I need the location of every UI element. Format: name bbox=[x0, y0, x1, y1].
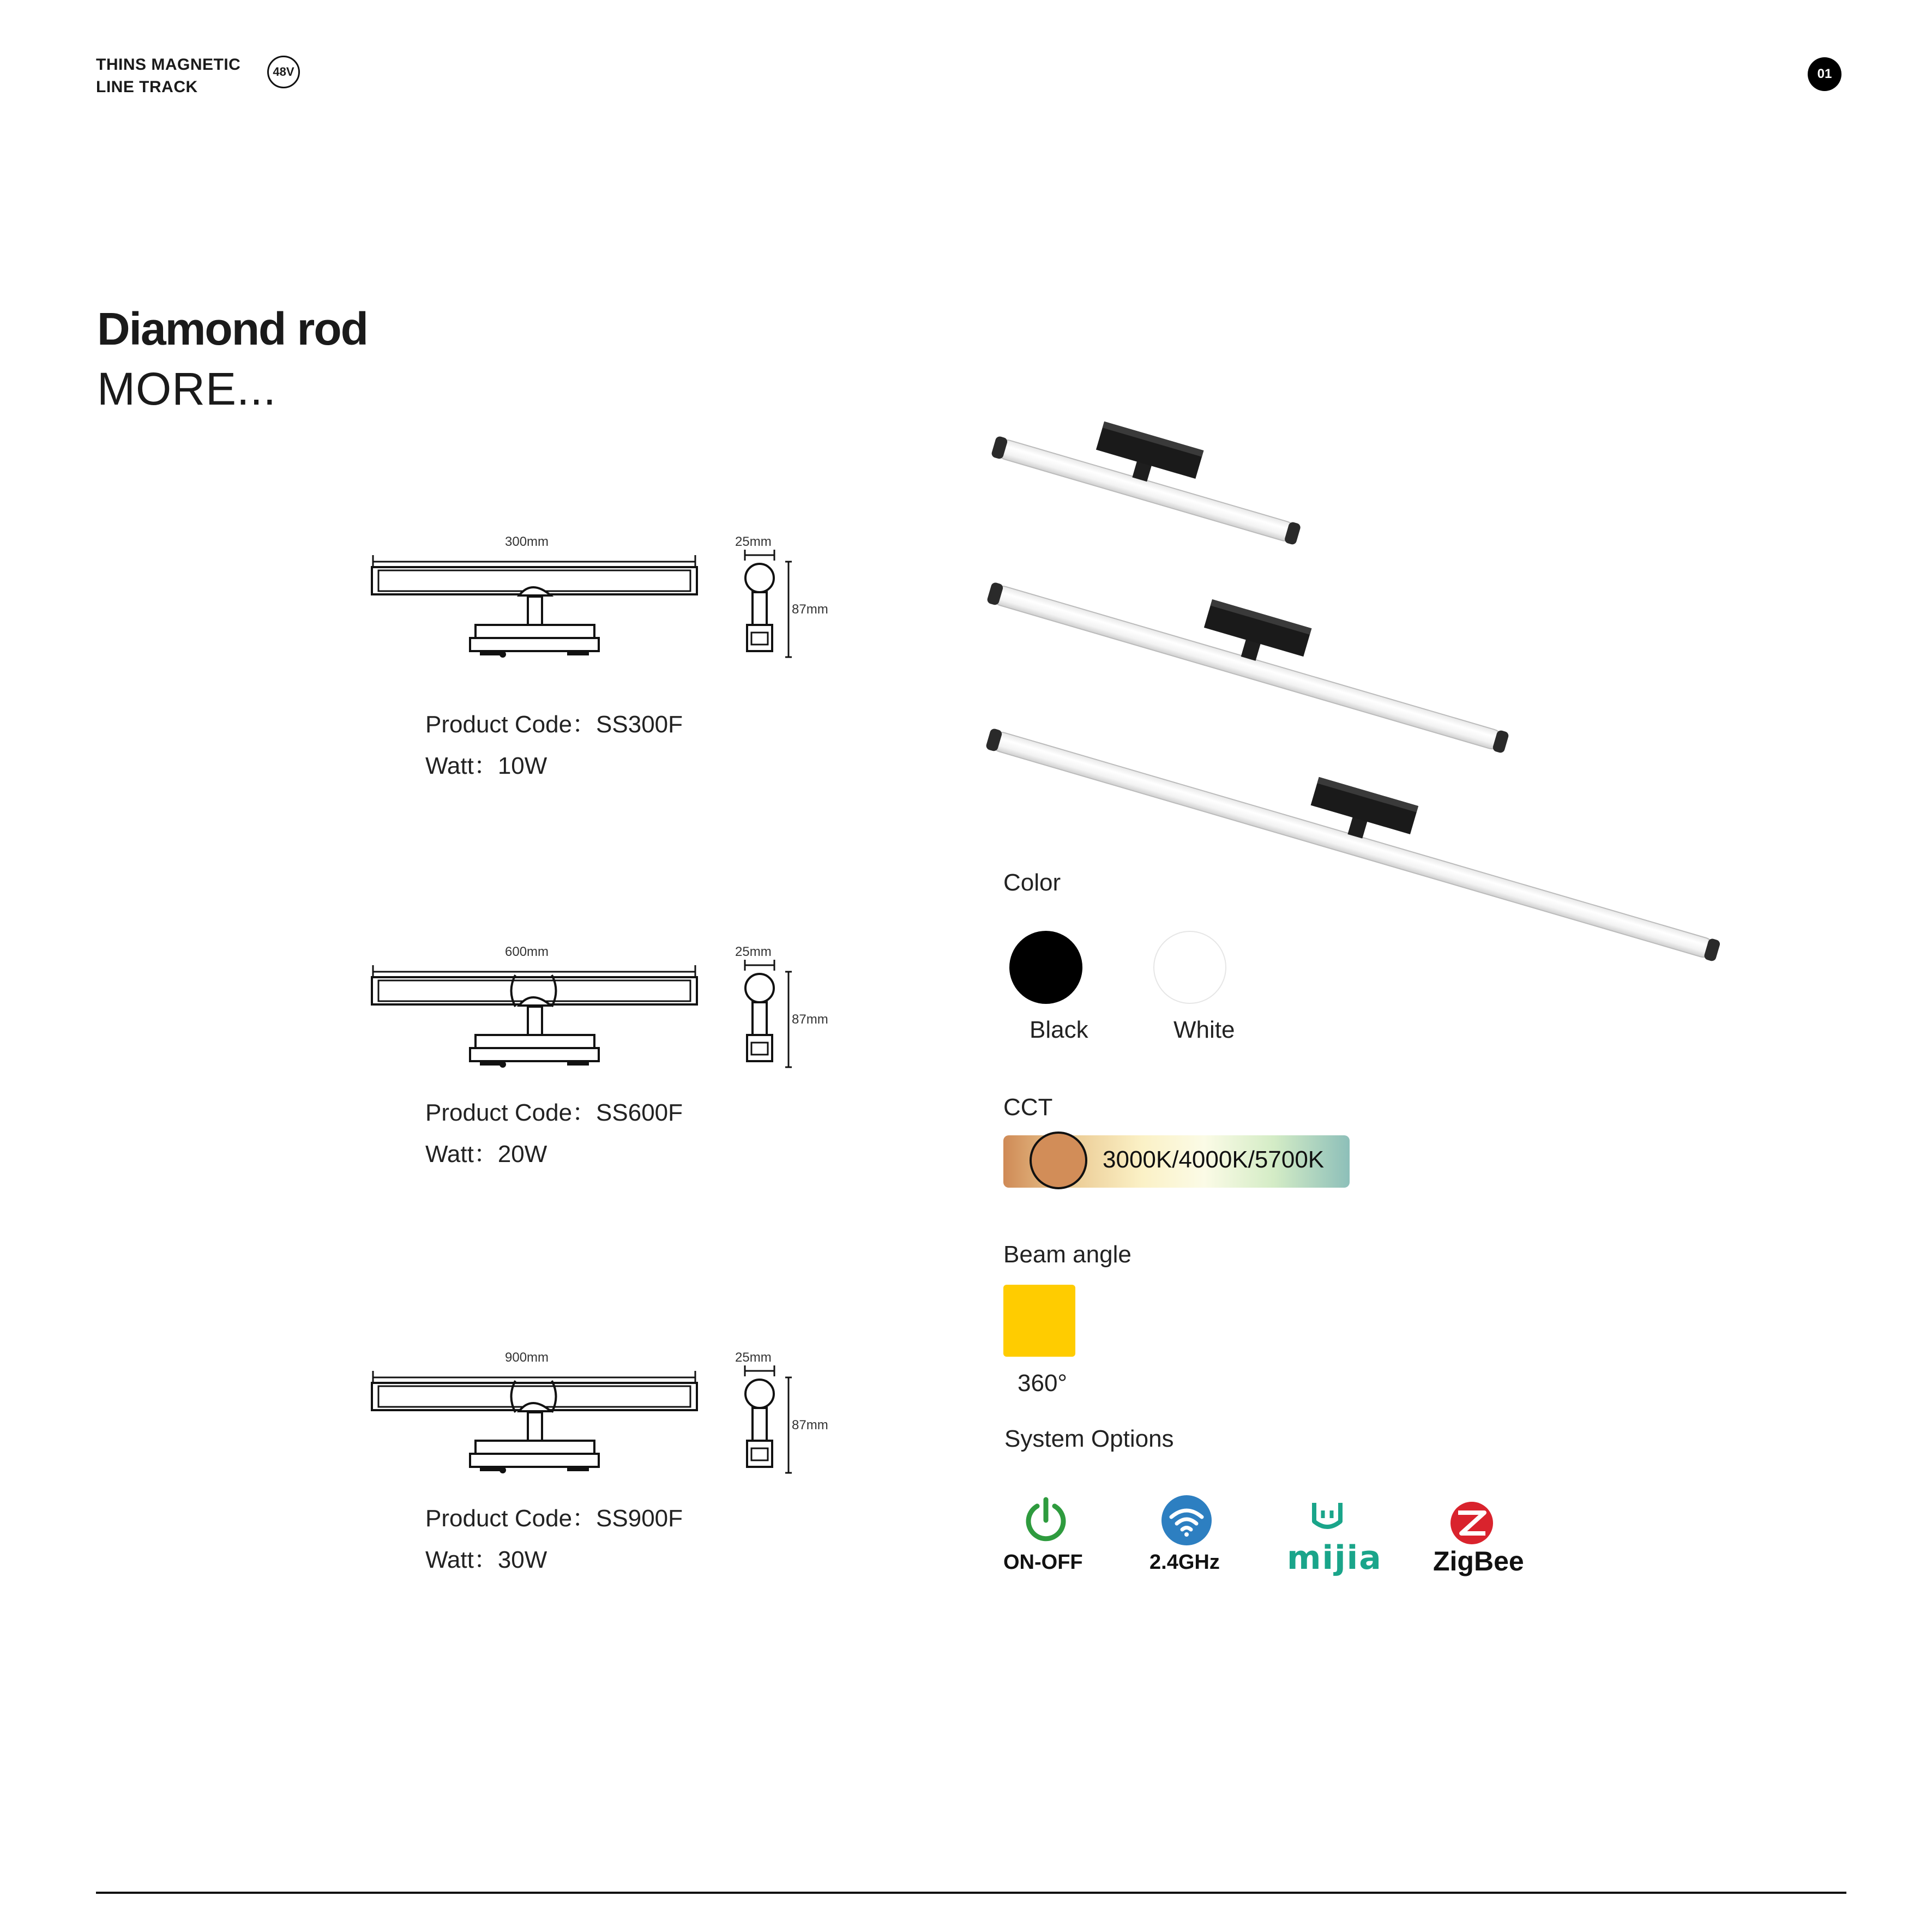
cct-value: 3000K/4000K/5700K bbox=[1103, 1146, 1325, 1173]
color-swatch-black bbox=[1009, 931, 1082, 1004]
beam-swatch bbox=[1003, 1285, 1075, 1357]
length-label: 900mm bbox=[505, 1350, 549, 1365]
wifi-icon bbox=[1160, 1494, 1213, 1546]
render-rod-300 bbox=[991, 394, 1314, 546]
product-watt: Watt：10W bbox=[425, 753, 547, 779]
diameter-label: 25mm bbox=[735, 534, 772, 549]
page-subtitle: MORE... bbox=[97, 363, 277, 414]
diameter-label: 25mm bbox=[735, 944, 772, 959]
page-number: 01 bbox=[1808, 57, 1841, 91]
page-title: Diamond rod bbox=[97, 303, 368, 354]
system-label-zigbee: ZigBee bbox=[1433, 1546, 1524, 1576]
color-heading: Color bbox=[1003, 869, 1061, 896]
product-code: Product Code：SS900F bbox=[425, 1505, 683, 1532]
color-label-black: Black bbox=[1030, 1016, 1088, 1043]
length-label: 600mm bbox=[505, 944, 549, 959]
render-rod-900 bbox=[985, 685, 1734, 962]
diameter-label: 25mm bbox=[735, 1350, 772, 1365]
system-label-mijia: mijia bbox=[1287, 1539, 1382, 1577]
system-options-heading: System Options bbox=[1004, 1425, 1174, 1452]
product-code: Product Code：SS300F bbox=[425, 711, 683, 738]
system-label-24ghz: 2.4GHz bbox=[1149, 1551, 1220, 1574]
product-code: Product Code：SS600F bbox=[425, 1099, 683, 1126]
beam-heading: Beam angle bbox=[1003, 1241, 1131, 1268]
zigbee-logo bbox=[1449, 1501, 1494, 1545]
power-icon bbox=[1023, 1496, 1069, 1542]
cct-knob bbox=[1030, 1131, 1087, 1189]
beam-value: 360° bbox=[1018, 1370, 1068, 1397]
height-label: 87mm bbox=[792, 602, 828, 617]
footer-divider bbox=[96, 1892, 1846, 1894]
color-swatch-white bbox=[1153, 931, 1226, 1004]
height-label: 87mm bbox=[792, 1012, 828, 1027]
product-watt: Watt：20W bbox=[425, 1141, 547, 1167]
voltage-badge: 48V bbox=[267, 56, 300, 88]
cct-heading: CCT bbox=[1003, 1094, 1053, 1121]
mijia-logo bbox=[1310, 1500, 1345, 1534]
brand-line-2: LINE TRACK bbox=[96, 78, 198, 96]
render-rod-600 bbox=[986, 539, 1522, 754]
color-label-white: White bbox=[1173, 1016, 1235, 1043]
height-label: 87mm bbox=[792, 1418, 828, 1433]
length-label: 300mm bbox=[505, 534, 549, 549]
system-label-onoff: ON-OFF bbox=[1003, 1551, 1083, 1574]
brand-line-1: THINS MAGNETIC bbox=[96, 56, 241, 74]
product-watt: Watt：30W bbox=[425, 1546, 547, 1573]
